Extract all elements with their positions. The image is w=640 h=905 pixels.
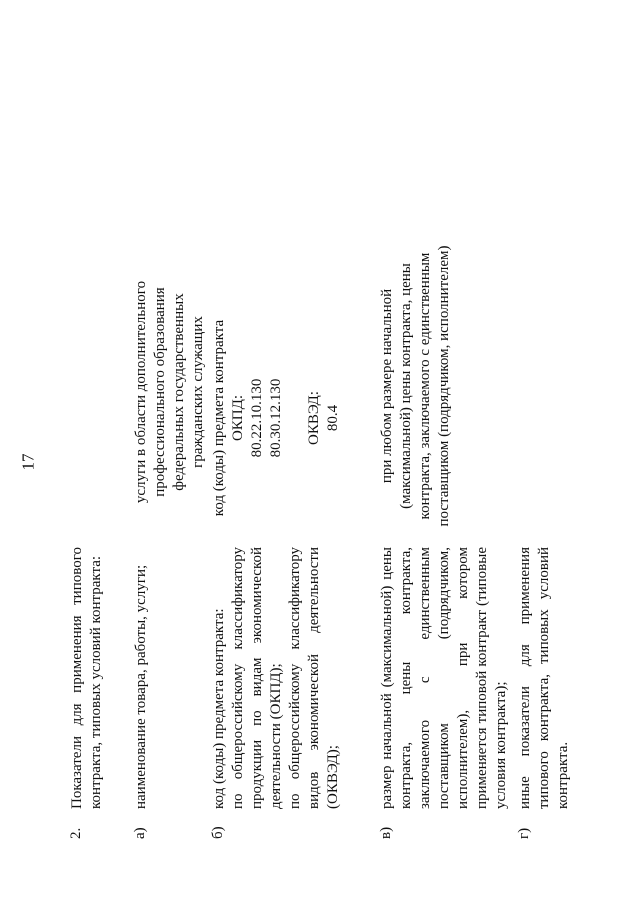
item-marker: а) <box>132 827 148 839</box>
item-right-text: при любом размере начальной (максимальной) цены контракта, цены контракта, заключаемого с единственным поставщиком (подрядчиком, исполнителем) <box>379 245 452 527</box>
item-marker: в) <box>378 826 394 839</box>
page-number: 17 <box>18 453 38 471</box>
item-left-text: наименование товара, работы, услуги; <box>133 564 149 809</box>
item-right-text: услуги в области дополнительного профессионального образования федеральных государственных гражданских служащих <box>133 280 206 504</box>
item-left-text: Показатели для применения типового контракта, типовых условий контракта: <box>69 547 104 809</box>
item-left-text: код (коды) предмета контракта: по общероссийскому классификатору продукции по видам экономической деятельности (ОКПД); по общероссийскому классификатору видов экономической деятельности (ОКВЭД); <box>211 547 341 809</box>
item-left-text: размер начальной (максимальной) цены контракта, цены контракта, заключаемого с единственным поставщиком (подрядчиком, исполнителем), при котором применяется типовой контракт (типовые условия контракта); <box>379 547 509 809</box>
item-right-text: код (коды) предмета контракта ОКПД: 80.22.10.130 80.30.12.130 ОКВЭД: 80.4 <box>211 319 341 517</box>
item-marker: б) <box>210 826 226 839</box>
item-left-text: иные показатели для применения типового контракта, типовых условий контракта. <box>517 547 571 809</box>
item-marker: 2. <box>68 827 84 839</box>
item-marker: г) <box>516 827 532 839</box>
